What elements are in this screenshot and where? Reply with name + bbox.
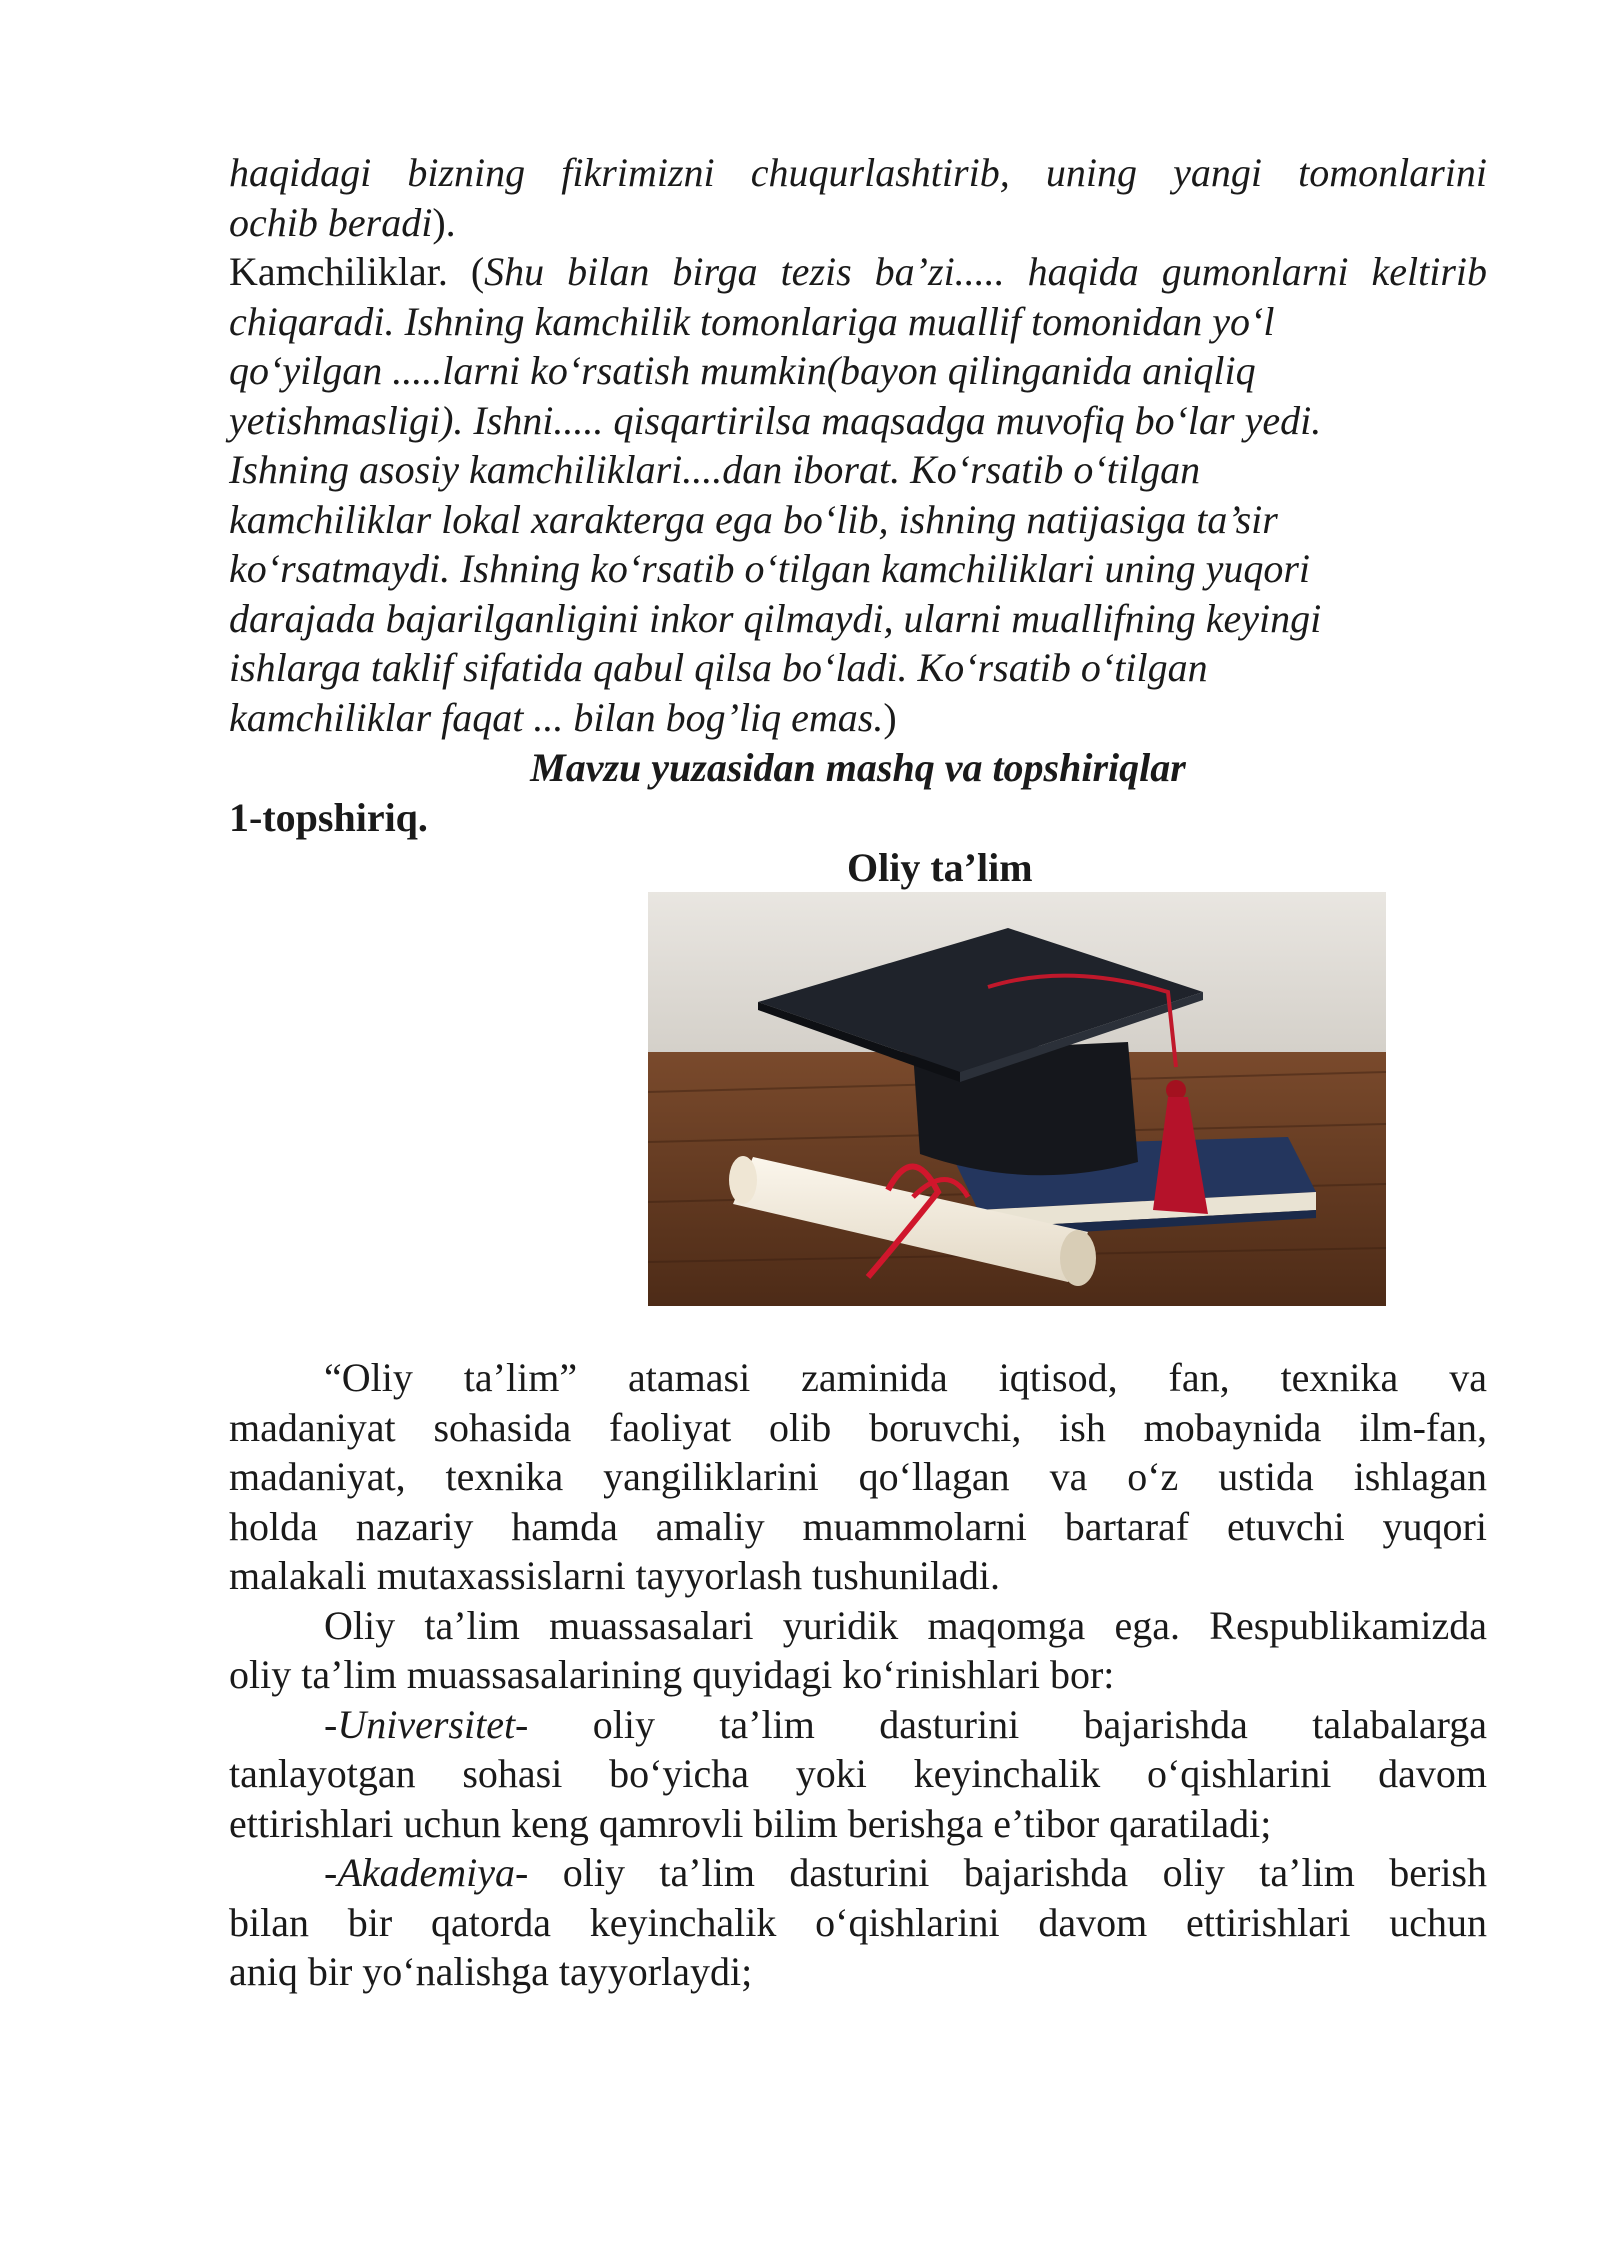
text-line xyxy=(229,247,1487,297)
text-span: Shu bilan birga tezis ba’zi..... haqida gumonlarni keltirib xyxy=(484,249,1487,294)
text-line: bilan bir qatorda keyinchalik o‘qishlarini davom ettirishlari uchun xyxy=(229,1899,1487,1945)
graduation-photo xyxy=(648,892,1386,1306)
section-title: Mavzu yuzasidan mashq va topshiriqlar xyxy=(530,745,1186,790)
text-line xyxy=(229,198,1487,248)
text-line xyxy=(229,1700,1487,1750)
text-span: oliy ta’lim dasturini bajarishda talabalarga xyxy=(528,1701,1487,1747)
text-line: tanlayotgan sohasi bo‘yicha yoki keyinchalik o‘qishlarini davom xyxy=(229,1751,1487,1796)
text-span: ochib beradi xyxy=(229,199,433,245)
text-span: ). xyxy=(432,199,456,245)
text-line xyxy=(229,693,1487,743)
text-line xyxy=(229,1848,1487,1898)
body-text xyxy=(229,1353,1487,1997)
text-line: madaniyat sohasida faoliyat olib boruvchi, ish mobaynida ilm-fan, xyxy=(229,1404,1487,1450)
text-line: oliy ta’lim muassasalarining quyidagi ko‘rinishlari bor: xyxy=(229,1652,1115,1697)
text-line: Oliy ta’lim muassasalari yuridik maqomga ega. Respublikamizda xyxy=(324,1602,1487,1648)
paragraph-universitet xyxy=(229,1700,1487,1849)
image-title: Oliy ta’lim xyxy=(847,845,1033,890)
term-akademiya: -Akademiya- xyxy=(324,1850,529,1895)
text-line: darajada bajarilganligini inkor qilmaydi, ularni muallifning keyingi xyxy=(229,595,1322,641)
paragraph-muassasalar xyxy=(229,1601,1487,1700)
text-line: haqidagi bizning fikrimizni chuqurlashtirib, uning yangi tomonlarini xyxy=(229,150,1487,195)
task-label: 1-topshiriq. xyxy=(229,795,428,840)
graduation-cap-diploma-image xyxy=(648,892,1386,1306)
paragraph-akademiya xyxy=(229,1848,1487,1997)
term-universitet: -Universitet- xyxy=(324,1701,529,1747)
text-line: holda nazariy hamda amaliy muammolarni bartaraf etuvchi yuqori xyxy=(229,1503,1487,1549)
text-line: malakali mutaxassislarni tayyorlash tushuniladi. xyxy=(229,1553,1000,1598)
intro-paragraph xyxy=(229,148,1487,742)
text-line: aniq bir yo‘nalishga tayyorlaydi; xyxy=(229,1949,753,1994)
text-line: ko‘rsatmaydi. Ishning ko‘rsatib o‘tilgan kamchiliklari uning yuqori xyxy=(229,546,1310,591)
text-line: “Oliy ta’lim” atamasi zaminida iqtisod, fan, texnika va xyxy=(324,1355,1487,1400)
text-line: kamchiliklar lokal xarakterga ega bo‘lib, ishning natijasiga ta’sir xyxy=(229,496,1278,542)
text-span: ) xyxy=(883,694,897,740)
text-line: Ishning asosiy kamchiliklari....dan iborat. Ko‘rsatib o‘tilgan xyxy=(229,447,1201,492)
text-span: oliy ta’lim dasturini bajarishda oliy ta’lim berish xyxy=(528,1850,1487,1895)
text-line: ettirishlari uchun keng qamrovli bilim berishga e’tibor qaratiladi; xyxy=(229,1800,1272,1846)
text-line: chiqaradi. Ishning kamchilik tomonlariga muallif tomonidan yo‘l xyxy=(229,298,1275,344)
text-line: qo‘yilgan .....larni ko‘rsatish mumkin(bayon qilinganida aniqliq xyxy=(229,348,1256,393)
paragraph-oliy-talim-definition xyxy=(229,1353,1487,1601)
text-line: madaniyat, texnika yangiliklarini qo‘llagan va o‘z ustida ishlagan xyxy=(229,1454,1487,1499)
text-line: yetishmasligi). Ishni..... qisqartirilsa maqsadga muvofiq bo‘lar yedi. xyxy=(229,397,1322,443)
text-span: kamchiliklar faqat ... bilan bog’liq emas. xyxy=(229,694,884,740)
kamchiliklar-label: Kamchiliklar. ( xyxy=(229,249,485,294)
text-line: ishlarga taklif sifatida qabul qilsa bo‘ladi. Ko‘rsatib o‘tilgan xyxy=(229,645,1208,690)
